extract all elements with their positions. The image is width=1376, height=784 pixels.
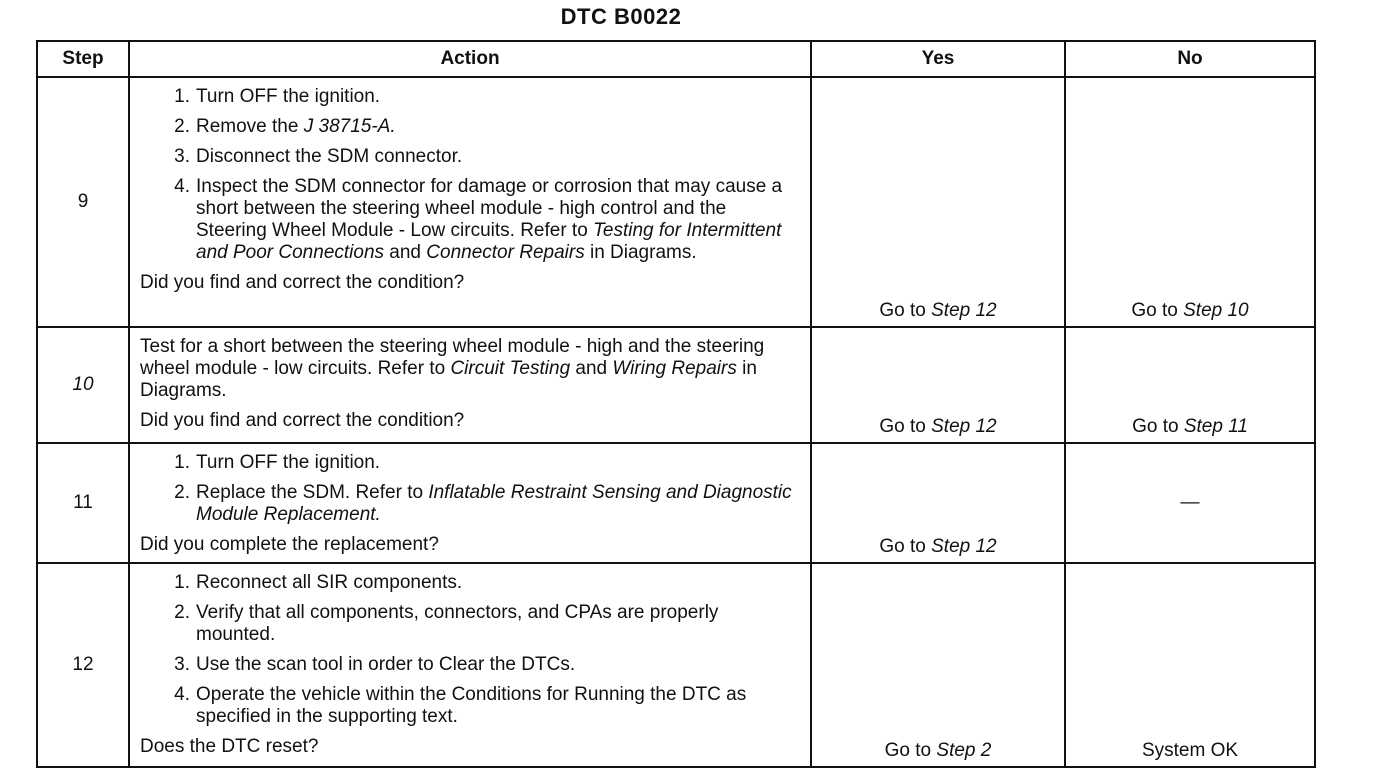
text-run: Turn OFF the ignition. xyxy=(196,452,381,473)
action-step-number: 2. xyxy=(174,602,190,623)
action-step-number: 2. xyxy=(174,482,190,503)
action-step xyxy=(140,654,800,676)
action-step xyxy=(140,116,800,138)
step-number: 10 xyxy=(37,327,129,443)
action-step-text xyxy=(196,602,800,646)
italic-reference: Testing for Intermittent and Poor Connections xyxy=(196,220,782,263)
action-step-text xyxy=(196,146,800,168)
yes-cell xyxy=(811,327,1065,443)
no-cell xyxy=(1065,327,1315,443)
table-header-row xyxy=(37,41,1315,77)
step-column-header: Step xyxy=(37,41,129,77)
action-list xyxy=(140,572,800,728)
text-run: Replace the SDM. Refer to xyxy=(196,482,429,503)
action-step xyxy=(140,602,800,646)
text-run: and xyxy=(570,358,613,379)
question-text: Did you find and correct the condition? xyxy=(140,272,465,293)
page-title: DTC B0022 xyxy=(560,4,682,29)
no-cell xyxy=(1065,563,1315,767)
no-step-link[interactable]: Step 11 xyxy=(1183,416,1248,437)
text-run: Verify that all components, connectors, and CPAs are properly mounted. xyxy=(196,602,719,645)
text-run: Operate the vehicle within the Conditions for Running the DTC as specified in the supporting text. xyxy=(196,684,747,727)
step-number: 11 xyxy=(37,443,129,563)
text-run: Reconnect all SIR components. xyxy=(196,572,463,593)
action-step-number: 1. xyxy=(174,572,190,593)
action-step xyxy=(140,86,800,108)
italic-reference: Circuit Testing xyxy=(450,358,571,379)
text-run: Disconnect the SDM connector. xyxy=(196,146,463,167)
table-row-step-11 xyxy=(37,443,1315,563)
action-paragraph xyxy=(140,336,800,402)
yes-step-link[interactable]: Step 12 xyxy=(931,300,997,321)
yes-prefix: Go to xyxy=(879,416,932,437)
action-list xyxy=(140,86,800,264)
action-step-number: 3. xyxy=(174,146,190,167)
action-step-text xyxy=(196,482,800,526)
yes-column-header: Yes xyxy=(811,41,1065,77)
yes-prefix: Go to xyxy=(879,300,932,321)
text-run: in Diagrams. xyxy=(584,242,697,263)
question-text: Does the DTC reset? xyxy=(140,736,319,757)
question-text: Did you find and correct the condition? xyxy=(140,410,465,431)
yes-step-link[interactable]: Step 12 xyxy=(931,416,997,437)
action-step-number: 1. xyxy=(174,452,190,473)
text-run: Inspect the SDM connector for damage or corrosion that may cause a short between the steering wheel module - high control and the Steering Wheel Module - Low circuits. Refer to xyxy=(196,176,783,241)
table-row-step-10 xyxy=(37,327,1315,443)
action-step-number: 3. xyxy=(174,654,190,675)
question-text: Did you complete the replacement? xyxy=(140,534,439,555)
action-cell xyxy=(129,443,811,563)
no-result: System OK xyxy=(1141,740,1239,761)
no-column-header: No xyxy=(1065,41,1315,77)
action-step xyxy=(140,146,800,168)
action-step-text xyxy=(196,452,800,474)
action-step xyxy=(140,452,800,474)
yes-result xyxy=(812,740,1064,762)
action-step-text xyxy=(196,86,800,108)
yes-prefix: Go to xyxy=(879,536,932,557)
no-result xyxy=(1066,300,1314,322)
italic-reference: J 38715-A. xyxy=(303,116,396,137)
action-cell xyxy=(129,77,811,327)
no-result-dash: — xyxy=(1180,492,1200,513)
action-step-text xyxy=(196,654,800,676)
yes-step-link[interactable]: Step 2 xyxy=(936,740,992,761)
text-run: Turn OFF the ignition. xyxy=(196,86,381,107)
yes-cell xyxy=(811,443,1065,563)
action-cell xyxy=(129,327,811,443)
action-step-text xyxy=(196,572,800,594)
action-list xyxy=(140,452,800,526)
table-row-step-12 xyxy=(37,563,1315,767)
yes-cell xyxy=(811,77,1065,327)
step-number: 12 xyxy=(37,563,129,767)
dtc-table xyxy=(36,40,1316,768)
text-run: in Diagrams. xyxy=(140,358,757,401)
action-step-text xyxy=(196,684,800,728)
step-number: 9 xyxy=(37,77,129,327)
yes-step-link[interactable]: Step 12 xyxy=(931,536,997,557)
no-step-link[interactable]: Step 10 xyxy=(1183,300,1249,321)
action-step xyxy=(140,572,800,594)
action-cell xyxy=(129,563,811,767)
no-result xyxy=(1066,416,1314,438)
italic-reference: Connector Repairs xyxy=(426,242,585,263)
action-step-number: 4. xyxy=(174,176,190,197)
italic-reference: Inflatable Restraint Sensing and Diagnostic Module Replacement. xyxy=(196,482,792,525)
action-step xyxy=(140,176,800,264)
no-cell xyxy=(1065,443,1315,563)
action-step xyxy=(140,684,800,728)
no-prefix: Go to xyxy=(1132,416,1184,437)
yes-result xyxy=(812,536,1064,558)
no-cell xyxy=(1065,77,1315,327)
action-step-number: 2. xyxy=(174,116,190,137)
action-step-text xyxy=(196,116,800,138)
yes-result xyxy=(812,300,1064,322)
text-run: Use the scan tool in order to Clear the DTCs. xyxy=(196,654,576,675)
action-step xyxy=(140,482,800,526)
text-run: and xyxy=(384,242,427,263)
table-row-step-9 xyxy=(37,77,1315,327)
action-step-text xyxy=(196,176,800,264)
text-run: Test for a short between the steering wheel module - high and the steering wheel module - low circuits. Refer to xyxy=(140,336,765,379)
yes-prefix: Go to xyxy=(884,740,937,761)
yes-cell xyxy=(811,563,1065,767)
no-prefix: Go to xyxy=(1131,300,1184,321)
yes-result xyxy=(812,416,1064,438)
action-column-header: Action xyxy=(129,41,811,77)
action-step-number: 4. xyxy=(174,684,190,705)
action-step-number: 1. xyxy=(174,86,190,107)
italic-reference: Wiring Repairs xyxy=(612,358,737,379)
text-run: Remove the xyxy=(196,116,304,137)
